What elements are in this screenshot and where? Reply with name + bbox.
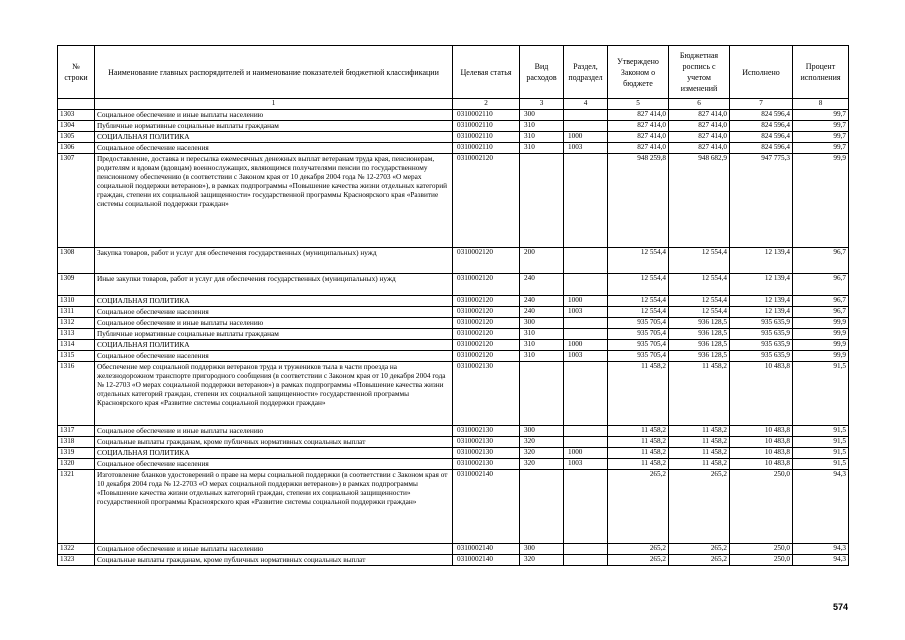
header-row bbox=[58, 46, 849, 99]
row-name: Публичные нормативные социальные выплаты гражданам bbox=[95, 329, 453, 340]
row-approved: 948 259,8 bbox=[608, 154, 669, 248]
row-percent: 99,7 bbox=[793, 121, 849, 132]
row-name: Закупка товаров, работ и услуг для обеспечения государственных (муниципальных) нужд bbox=[95, 248, 453, 274]
row-approved: 12 554,4 bbox=[608, 296, 669, 307]
table-row bbox=[58, 143, 849, 154]
row-executed: 935 635,9 bbox=[730, 329, 793, 340]
row-razdel bbox=[564, 121, 608, 132]
row-vid: 200 bbox=[520, 248, 564, 274]
row-executed: 10 483,8 bbox=[730, 426, 793, 437]
row-approved: 265,2 bbox=[608, 555, 669, 566]
row-percent: 99,9 bbox=[793, 340, 849, 351]
row-number: 1308 bbox=[58, 248, 95, 274]
row-razdel bbox=[564, 470, 608, 544]
row-percent: 96,7 bbox=[793, 296, 849, 307]
row-executed: 824 596,4 bbox=[730, 143, 793, 154]
row-number: 1315 bbox=[58, 351, 95, 362]
table-row bbox=[58, 544, 849, 555]
row-razdel: 1003 bbox=[564, 143, 608, 154]
table-row bbox=[58, 154, 849, 248]
row-vid: 300 bbox=[520, 318, 564, 329]
row-target-code: 0310002140 bbox=[453, 544, 520, 555]
row-executed: 10 483,8 bbox=[730, 437, 793, 448]
header-target: Целевая статья bbox=[453, 46, 520, 99]
row-target-code: 0310002120 bbox=[453, 274, 520, 296]
row-name: Изготовление бланков удостоверений о праве на меры социальной поддержки (в соответствии с Законом края от 10 декабря 2004 года № 12-2703 «О мерах социальной поддержки ветеранов») в рамках подпрограммы «Повышение качества жизни отдельных категорий граждан, степени их социальной защищенности» государственной программы Красноярского края «Развитие системы социальной поддержки граждан» bbox=[95, 470, 453, 544]
row-vid bbox=[520, 154, 564, 248]
row-target-code: 0310002120 bbox=[453, 340, 520, 351]
row-percent: 94,3 bbox=[793, 470, 849, 544]
table-body bbox=[58, 110, 849, 566]
row-approved: 827 414,0 bbox=[608, 143, 669, 154]
row-target-code: 0310002130 bbox=[453, 426, 520, 437]
row-percent: 96,7 bbox=[793, 248, 849, 274]
row-budget-list: 11 458,2 bbox=[669, 437, 730, 448]
row-number: 1319 bbox=[58, 448, 95, 459]
header-name: Наименование главных распорядителей и наименование показателей бюджетной классификации bbox=[95, 46, 453, 99]
row-name: СОЦИАЛЬНАЯ ПОЛИТИКА bbox=[95, 448, 453, 459]
row-target-code: 0310002120 bbox=[453, 318, 520, 329]
row-budget-list: 265,2 bbox=[669, 544, 730, 555]
column-number: 3 bbox=[520, 99, 564, 110]
row-approved: 12 554,4 bbox=[608, 274, 669, 296]
table-row bbox=[58, 110, 849, 121]
budget-execution-table bbox=[57, 45, 849, 566]
row-vid: 240 bbox=[520, 307, 564, 318]
row-vid: 240 bbox=[520, 274, 564, 296]
row-approved: 11 458,2 bbox=[608, 459, 669, 470]
row-executed: 824 596,4 bbox=[730, 121, 793, 132]
row-number: 1322 bbox=[58, 544, 95, 555]
row-name: Обеспечение мер социальной поддержки ветеранов труда и тружеников тыла в части проезда на железнодорожном транспорте пригородного сообщения (в соответствии с Законом края от 10 декабря 2004 года № 12-2703 «О мерах социальной поддержки ветеранов») в рамках подпрограммы «Повышение качества жизни отдельных категорий граждан, степени их социальной защищенности» государственной программы Красноярского края «Развитие системы социальной поддержки граждан» bbox=[95, 362, 453, 426]
column-number bbox=[58, 99, 95, 110]
row-razdel: 1000 bbox=[564, 132, 608, 143]
row-percent: 94,3 bbox=[793, 544, 849, 555]
row-percent: 94,3 bbox=[793, 555, 849, 566]
table-row bbox=[58, 274, 849, 296]
row-name: Предоставление, доставка и пересылка ежемесячных денежных выплат ветеранам труда края, пенсионерам, родителям и вдовам (вдовцам) военнослужащих, являющимся получателями пенсии по государственному пенсионному обеспечению (в соответствии с Законом края от 10 декабря 2004 года № 12-2703 «О мерах социальной поддержки ветеранов»), в рамках подпрограммы «Повышение качества жизни отдельных категорий граждан, степени их социальной защищенности» государственной программы Красноярского края «Развитие системы социальной поддержки граждан» bbox=[95, 154, 453, 248]
row-razdel: 1000 bbox=[564, 296, 608, 307]
table-row bbox=[58, 470, 849, 544]
row-target-code: 0310002120 bbox=[453, 296, 520, 307]
row-percent: 99,9 bbox=[793, 351, 849, 362]
row-percent: 91,5 bbox=[793, 426, 849, 437]
row-razdel bbox=[564, 329, 608, 340]
row-name: Социальное обеспечение и иные выплаты населению bbox=[95, 544, 453, 555]
row-vid: 320 bbox=[520, 448, 564, 459]
row-approved: 935 705,4 bbox=[608, 329, 669, 340]
page-number: 574 bbox=[833, 602, 849, 612]
row-razdel: 1000 bbox=[564, 448, 608, 459]
table-row bbox=[58, 459, 849, 470]
row-approved: 935 705,4 bbox=[608, 318, 669, 329]
column-number: 1 bbox=[95, 99, 453, 110]
row-vid: 300 bbox=[520, 544, 564, 555]
row-name: СОЦИАЛЬНАЯ ПОЛИТИКА bbox=[95, 132, 453, 143]
row-number: 1323 bbox=[58, 555, 95, 566]
row-vid: 300 bbox=[520, 426, 564, 437]
row-target-code: 0310002120 bbox=[453, 329, 520, 340]
row-number: 1310 bbox=[58, 296, 95, 307]
row-percent: 99,9 bbox=[793, 329, 849, 340]
row-percent: 91,5 bbox=[793, 437, 849, 448]
row-budget-list: 11 458,2 bbox=[669, 448, 730, 459]
table-row bbox=[58, 340, 849, 351]
row-percent: 96,7 bbox=[793, 307, 849, 318]
row-target-code: 0310002130 bbox=[453, 437, 520, 448]
row-executed: 10 483,8 bbox=[730, 459, 793, 470]
row-approved: 827 414,0 bbox=[608, 121, 669, 132]
row-budget-list: 936 128,5 bbox=[669, 351, 730, 362]
row-name: Социальное обеспечение и иные выплаты населению bbox=[95, 110, 453, 121]
row-name: Социальное обеспечение населения bbox=[95, 307, 453, 318]
row-name: Социальное обеспечение населения bbox=[95, 459, 453, 470]
row-target-code: 0310002120 bbox=[453, 248, 520, 274]
row-percent: 91,5 bbox=[793, 459, 849, 470]
row-approved: 935 705,4 bbox=[608, 340, 669, 351]
row-target-code: 0310002120 bbox=[453, 307, 520, 318]
row-approved: 265,2 bbox=[608, 470, 669, 544]
row-vid: 310 bbox=[520, 329, 564, 340]
row-vid: 310 bbox=[520, 143, 564, 154]
row-number: 1304 bbox=[58, 121, 95, 132]
row-budget-list: 936 128,5 bbox=[669, 340, 730, 351]
row-razdel bbox=[564, 544, 608, 555]
header-budget-list: Бюджетная роспись с учетом изменений bbox=[669, 46, 730, 99]
table-row bbox=[58, 329, 849, 340]
row-vid: 300 bbox=[520, 110, 564, 121]
row-razdel bbox=[564, 274, 608, 296]
row-percent: 91,5 bbox=[793, 362, 849, 426]
row-razdel bbox=[564, 437, 608, 448]
column-number: 2 bbox=[453, 99, 520, 110]
row-number: 1309 bbox=[58, 274, 95, 296]
row-approved: 11 458,2 bbox=[608, 362, 669, 426]
row-razdel: 1003 bbox=[564, 351, 608, 362]
row-executed: 10 483,8 bbox=[730, 448, 793, 459]
row-percent: 99,7 bbox=[793, 143, 849, 154]
table-row bbox=[58, 307, 849, 318]
row-executed: 12 139,4 bbox=[730, 248, 793, 274]
table-row bbox=[58, 121, 849, 132]
header-approved: Утверждено Законом о бюджете bbox=[608, 46, 669, 99]
row-percent: 99,7 bbox=[793, 132, 849, 143]
table-row bbox=[58, 132, 849, 143]
row-number: 1312 bbox=[58, 318, 95, 329]
row-vid: 310 bbox=[520, 132, 564, 143]
row-razdel bbox=[564, 248, 608, 274]
row-budget-list: 11 458,2 bbox=[669, 459, 730, 470]
row-name: Социальное обеспечение и иные выплаты населению bbox=[95, 318, 453, 329]
row-number: 1321 bbox=[58, 470, 95, 544]
table-row bbox=[58, 437, 849, 448]
row-executed: 250,0 bbox=[730, 470, 793, 544]
row-percent: 99,7 bbox=[793, 110, 849, 121]
row-name: СОЦИАЛЬНАЯ ПОЛИТИКА bbox=[95, 340, 453, 351]
row-number: 1313 bbox=[58, 329, 95, 340]
row-vid: 320 bbox=[520, 459, 564, 470]
row-budget-list: 827 414,0 bbox=[669, 143, 730, 154]
header-vid: Вид расходов bbox=[520, 46, 564, 99]
row-razdel bbox=[564, 154, 608, 248]
table-row bbox=[58, 248, 849, 274]
row-name: Социальное обеспечение населения bbox=[95, 351, 453, 362]
row-budget-list: 827 414,0 bbox=[669, 121, 730, 132]
row-approved: 265,2 bbox=[608, 544, 669, 555]
column-number-row bbox=[58, 99, 849, 110]
row-razdel bbox=[564, 426, 608, 437]
row-target-code: 0310002120 bbox=[453, 154, 520, 248]
header-row-no: № строки bbox=[58, 46, 95, 99]
table-row bbox=[58, 426, 849, 437]
row-approved: 11 458,2 bbox=[608, 426, 669, 437]
row-approved: 11 458,2 bbox=[608, 448, 669, 459]
row-target-code: 0310002110 bbox=[453, 132, 520, 143]
row-executed: 12 139,4 bbox=[730, 296, 793, 307]
row-budget-list: 12 554,4 bbox=[669, 274, 730, 296]
row-razdel bbox=[564, 362, 608, 426]
row-approved: 12 554,4 bbox=[608, 307, 669, 318]
row-target-code: 0310002140 bbox=[453, 555, 520, 566]
row-executed: 250,0 bbox=[730, 555, 793, 566]
row-number: 1314 bbox=[58, 340, 95, 351]
row-executed: 824 596,4 bbox=[730, 110, 793, 121]
row-name: Публичные нормативные социальные выплаты гражданам bbox=[95, 121, 453, 132]
row-number: 1303 bbox=[58, 110, 95, 121]
row-razdel bbox=[564, 555, 608, 566]
row-name: Иные закупки товаров, работ и услуг для обеспечения государственных (муниципальных) нужд bbox=[95, 274, 453, 296]
row-approved: 827 414,0 bbox=[608, 110, 669, 121]
row-number: 1316 bbox=[58, 362, 95, 426]
table-row bbox=[58, 555, 849, 566]
row-vid: 310 bbox=[520, 121, 564, 132]
row-number: 1317 bbox=[58, 426, 95, 437]
row-name: СОЦИАЛЬНАЯ ПОЛИТИКА bbox=[95, 296, 453, 307]
row-razdel bbox=[564, 318, 608, 329]
row-percent: 99,9 bbox=[793, 318, 849, 329]
row-name: Социальные выплаты гражданам, кроме публичных нормативных социальных выплат bbox=[95, 555, 453, 566]
table-row bbox=[58, 296, 849, 307]
row-target-code: 0310002110 bbox=[453, 110, 520, 121]
row-executed: 12 139,4 bbox=[730, 274, 793, 296]
table-row bbox=[58, 448, 849, 459]
table-row bbox=[58, 351, 849, 362]
row-target-code: 0310002130 bbox=[453, 362, 520, 426]
row-target-code: 0310002130 bbox=[453, 459, 520, 470]
row-vid: 310 bbox=[520, 340, 564, 351]
row-number: 1307 bbox=[58, 154, 95, 248]
row-percent: 96,7 bbox=[793, 274, 849, 296]
row-percent: 99,9 bbox=[793, 154, 849, 248]
row-executed: 250,0 bbox=[730, 544, 793, 555]
header-executed: Исполнено bbox=[730, 46, 793, 99]
table-row bbox=[58, 318, 849, 329]
row-razdel bbox=[564, 110, 608, 121]
row-budget-list: 12 554,4 bbox=[669, 307, 730, 318]
row-number: 1318 bbox=[58, 437, 95, 448]
row-approved: 12 554,4 bbox=[608, 248, 669, 274]
row-budget-list: 265,2 bbox=[669, 470, 730, 544]
header-percent: Процент исполнения bbox=[793, 46, 849, 99]
row-budget-list: 11 458,2 bbox=[669, 426, 730, 437]
row-executed: 935 635,9 bbox=[730, 318, 793, 329]
row-budget-list: 265,2 bbox=[669, 555, 730, 566]
column-number: 7 bbox=[730, 99, 793, 110]
row-vid: 320 bbox=[520, 437, 564, 448]
row-razdel: 1000 bbox=[564, 340, 608, 351]
row-vid bbox=[520, 470, 564, 544]
row-approved: 827 414,0 bbox=[608, 132, 669, 143]
row-number: 1320 bbox=[58, 459, 95, 470]
row-approved: 935 705,4 bbox=[608, 351, 669, 362]
row-target-code: 0310002110 bbox=[453, 143, 520, 154]
row-vid bbox=[520, 362, 564, 426]
row-number: 1311 bbox=[58, 307, 95, 318]
row-executed: 935 635,9 bbox=[730, 340, 793, 351]
column-number: 4 bbox=[564, 99, 608, 110]
column-number: 6 bbox=[669, 99, 730, 110]
row-name: Социальные выплаты гражданам, кроме публичных нормативных социальных выплат bbox=[95, 437, 453, 448]
row-budget-list: 948 682,9 bbox=[669, 154, 730, 248]
row-vid: 310 bbox=[520, 351, 564, 362]
row-budget-list: 936 128,5 bbox=[669, 329, 730, 340]
row-budget-list: 12 554,4 bbox=[669, 248, 730, 274]
row-executed: 947 775,3 bbox=[730, 154, 793, 248]
row-number: 1305 bbox=[58, 132, 95, 143]
row-razdel: 1003 bbox=[564, 307, 608, 318]
row-target-code: 0310002130 bbox=[453, 448, 520, 459]
row-name: Социальное обеспечение населения bbox=[95, 143, 453, 154]
row-budget-list: 827 414,0 bbox=[669, 110, 730, 121]
row-budget-list: 11 458,2 bbox=[669, 362, 730, 426]
row-budget-list: 827 414,0 bbox=[669, 132, 730, 143]
column-number: 5 bbox=[608, 99, 669, 110]
row-vid: 320 bbox=[520, 555, 564, 566]
row-executed: 824 596,4 bbox=[730, 132, 793, 143]
row-executed: 10 483,8 bbox=[730, 362, 793, 426]
row-vid: 240 bbox=[520, 296, 564, 307]
row-budget-list: 12 554,4 bbox=[669, 296, 730, 307]
row-percent: 91,5 bbox=[793, 448, 849, 459]
column-number: 8 bbox=[793, 99, 849, 110]
header-razdel: Раздел, подраздел bbox=[564, 46, 608, 99]
row-name: Социальное обеспечение и иные выплаты населению bbox=[95, 426, 453, 437]
row-executed: 935 635,9 bbox=[730, 351, 793, 362]
row-budget-list: 936 128,5 bbox=[669, 318, 730, 329]
row-executed: 12 139,4 bbox=[730, 307, 793, 318]
row-target-code: 0310002110 bbox=[453, 121, 520, 132]
row-target-code: 0310002120 bbox=[453, 351, 520, 362]
row-approved: 11 458,2 bbox=[608, 437, 669, 448]
row-target-code: 0310002140 bbox=[453, 470, 520, 544]
row-razdel: 1003 bbox=[564, 459, 608, 470]
row-number: 1306 bbox=[58, 143, 95, 154]
table-row bbox=[58, 362, 849, 426]
